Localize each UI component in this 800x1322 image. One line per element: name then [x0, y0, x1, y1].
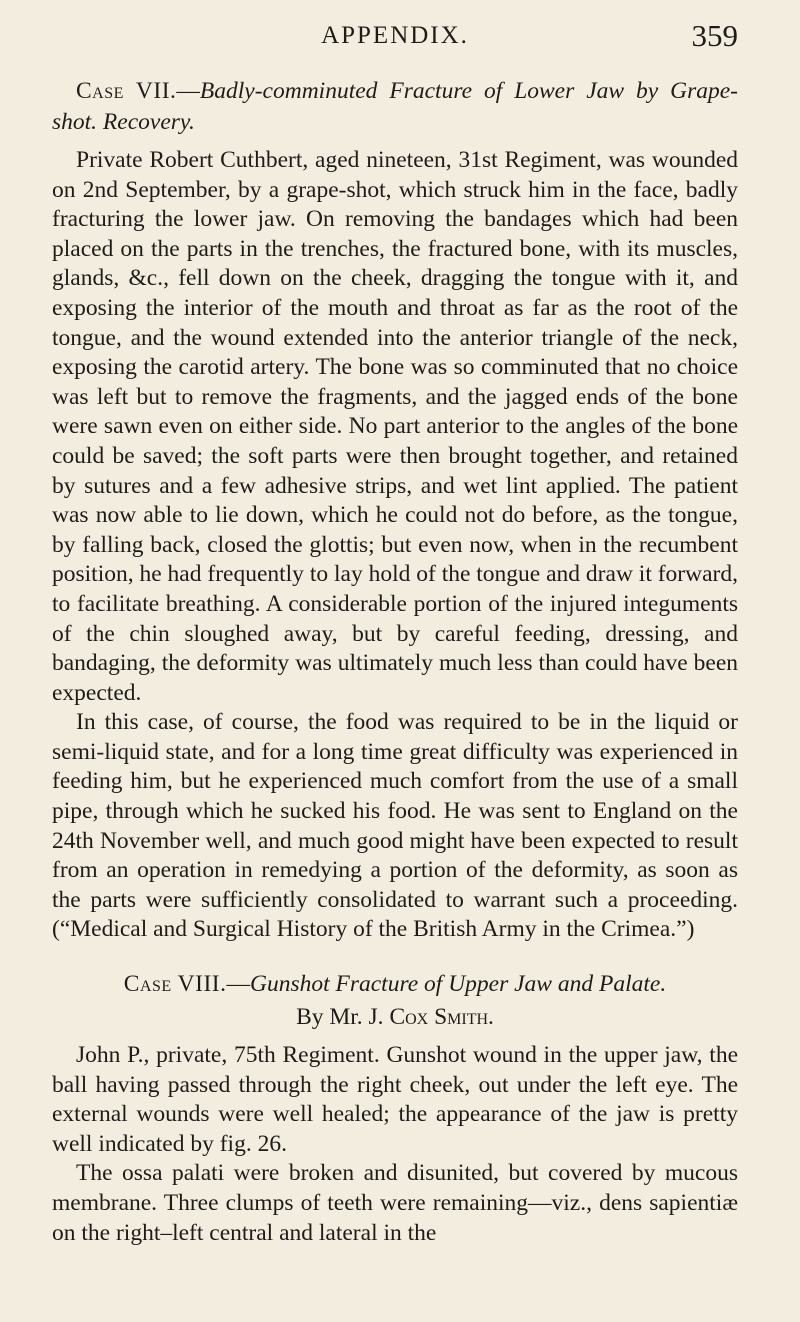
- case-viii-title-separator: —: [226, 971, 250, 998]
- case-viii-title: Gunshot Fracture of Upper Jaw and Palate.: [249, 971, 667, 998]
- byline-author: Cox Smith.: [389, 1004, 494, 1031]
- case-vii-title: Badly-comminuted Fracture of Lower Jaw by Grape-shot. Recovery.: [52, 78, 738, 135]
- case-vii-heading: [52, 76, 738, 138]
- byline-prefix: By Mr. J.: [296, 1004, 390, 1031]
- case-viii-byline: [52, 1002, 738, 1033]
- running-head: [52, 18, 738, 62]
- case-viii-section: [52, 969, 738, 1248]
- case-viii-label: Case VIII.: [123, 971, 227, 998]
- running-head-title: APPENDIX.: [321, 22, 469, 49]
- case-vii-paragraph-2: In this case, of course, the food was required to be in the liquid or semi-liquid state, and for a long time great difficulty was experienced in feeding him, but he experienced much comfort from the use of a small pipe, through which he sucked his food. He was sent to England on the 24th November well, and much good might have been expected to result from an operation in remedying a portion of the deformity, as soon as the parts were sufficiently consolidated to warrant such a proceeding. (“Medical and Surgical History of the British Army in the Crimea.”): [52, 709, 738, 943]
- case-viii-paragraph-2: The ossa palati were broken and disunited, but covered by mucous membrane. Three clumps of teeth were remaining—viz., dens sapientiæ on the right–left central and lateral in the: [52, 1160, 738, 1246]
- case-vii-title-separator: —: [176, 78, 200, 104]
- section-gap: [52, 945, 738, 969]
- page-number: 359: [691, 18, 738, 53]
- case-vii-label: Case VII.: [76, 78, 177, 104]
- case-vii-section: [52, 76, 738, 945]
- case-viii-heading: [52, 969, 738, 1000]
- case-vii-paragraph-1: Private Robert Cuthbert, aged nineteen, 31st Regiment, was wounded on 2nd September, by a grape-shot, which struck him in the face, badly fracturing the lower jaw. On removing the bandages which had been placed on the parts in the trenches, the fractured bone, with its muscles, glands, &c., fell down on the cheek, dragging the tongue with it, and exposing the interior of the mouth and throat as far as the root of the tongue, and the wound extended into the anterior triangle of the neck, exposing the carotid artery. The bone was so comminuted that no choice was left but to remove the fragments, and the jagged ends of the bone were sawn even on either side. No part anterior to the angles of the bone could be saved; the soft parts were then brought together, and retained by sutures and a few adhesive strips, and wet lint applied. The patient was now able to lie down, which he could not do before, as the tongue, by falling back, closed the glottis; but even now, when in the recumbent position, he had frequently to lay hold of the tongue and draw it forward, to facilitate breathing. A considerable portion of the injured integuments of the chin sloughed away, but by careful feeding, dressing, and bandaging, the deformity was ultimately much less than could have been expected.: [52, 147, 738, 706]
- case-viii-paragraph-1: John P., private, 75th Regiment. Gunshot wound in the upper jaw, the ball having passed through the right cheek, out under the left eye. The external wounds were well healed; the appearance of the jaw is pretty well indicated by fig. 26.: [52, 1042, 738, 1157]
